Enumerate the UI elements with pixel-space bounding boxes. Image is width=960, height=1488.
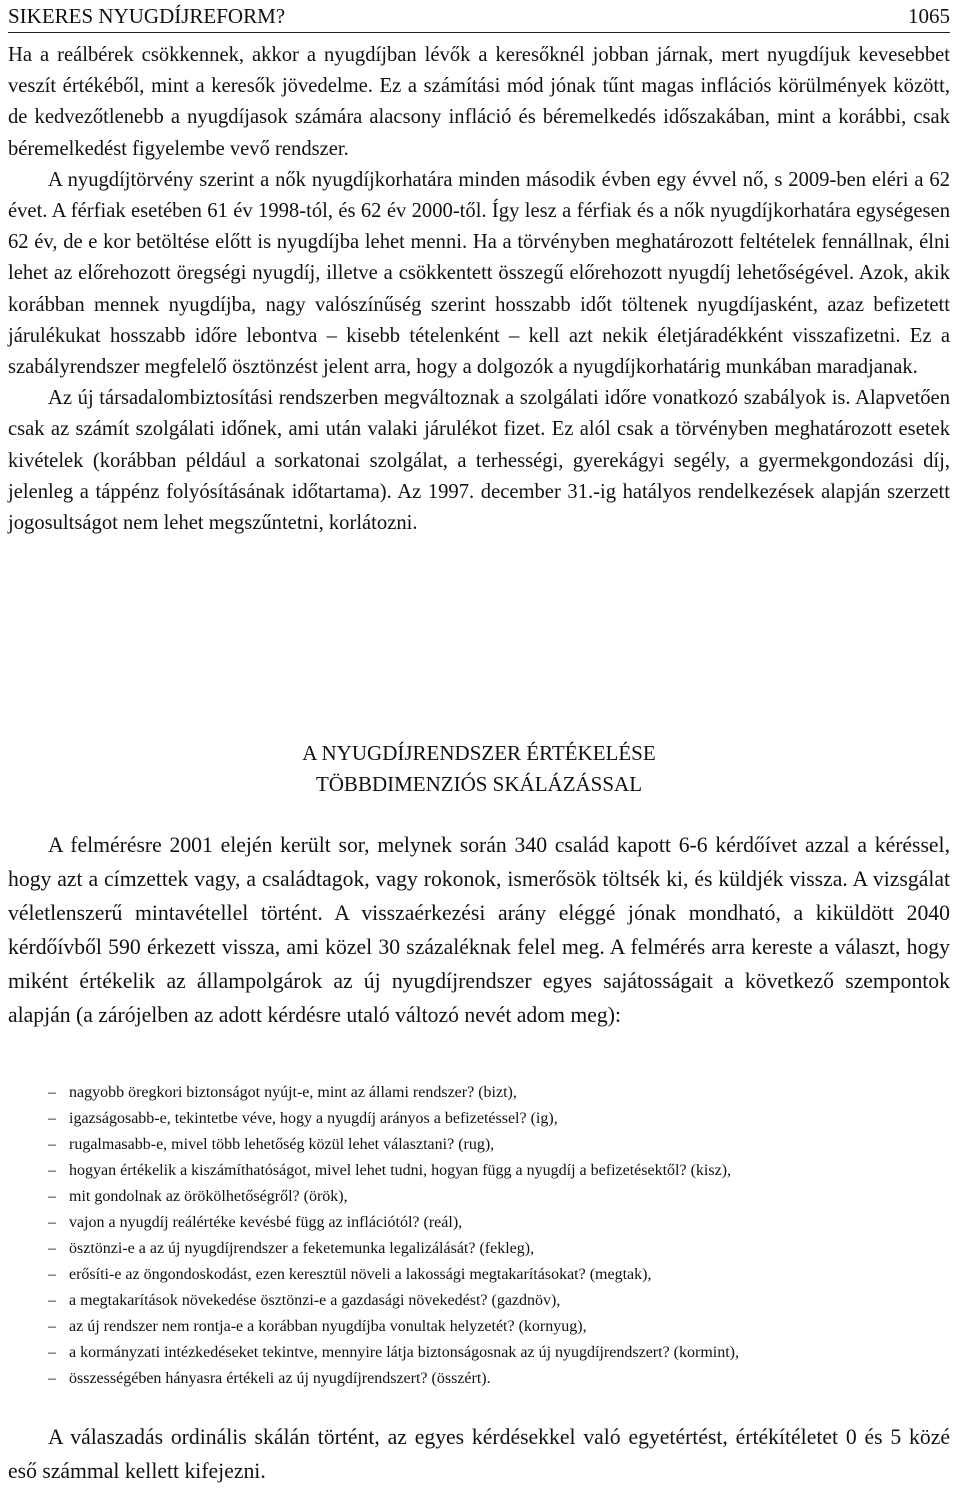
document-page xyxy=(8,0,950,1483)
list-item-text: vajon a nyugdíj reálértéke kevésbé függ az inflációtól? (reál), xyxy=(69,1214,463,1231)
dash-bullet: – xyxy=(48,1214,56,1231)
list-item xyxy=(48,1236,950,1262)
list-item xyxy=(48,1132,950,1158)
intro-text xyxy=(8,40,950,539)
paragraph: A válaszadás ordinális skálán történt, az egyes kérdésekkel való egyetértést, értékítéletet 0 és 5 közé eső számmal kellett kifejezni. xyxy=(8,1425,950,1483)
section-heading-line: TÖBBDIMENZIÓS SKÁLÁZÁSSAL xyxy=(315,772,643,796)
list-item-text: a megtakarítások növekedése ösztönzi-e a gazdasági növekedést? (gazdnöv), xyxy=(69,1292,561,1309)
list-item xyxy=(48,1340,950,1366)
list-item xyxy=(48,1184,950,1210)
list-item xyxy=(48,1106,950,1132)
dash-bullet: – xyxy=(48,1318,56,1335)
section-heading-line: A NYUGDÍJRENDSZER ÉRTÉKELÉSE xyxy=(302,741,656,765)
criteria-list xyxy=(48,1080,950,1392)
dash-bullet: – xyxy=(48,1344,56,1361)
list-item-text: rugalmasabb-e, mivel több lehetőség közül lehet választani? (rug), xyxy=(69,1136,495,1153)
dash-bullet: – xyxy=(48,1370,56,1387)
list-item xyxy=(48,1080,950,1106)
paragraph: Ha a reálbérek csökkennek, akkor a nyugdíjban lévők a keresőknél jobban járnak, mert nyugdíjuk kevesebbet veszít értékéből, mint a keresők jövedelme. Ez a számítási mód jónak tűnt magas inflációs körülmények között, de kedvezőtlenebb a nyugdíjasok számára alacsony infláció és béremelkedés időszakában, mint a korábbi, csak béremelkedést figyelembe vevő rendszer. xyxy=(8,44,950,160)
list-item-text: a kormányzati intézkedéseket tekintve, mennyire látja biztonságosnak az új nyugdíjrendszert? (kormint), xyxy=(69,1344,739,1361)
dash-bullet: – xyxy=(48,1162,56,1179)
list-item xyxy=(48,1262,950,1288)
list-item xyxy=(48,1288,950,1314)
dash-bullet: – xyxy=(48,1292,56,1309)
list-item-text: igazságosabb-e, tekintetbe véve, hogy a nyugdíj arányos a befizetéssel? (ig), xyxy=(69,1110,558,1127)
section-heading xyxy=(8,738,950,800)
section-text xyxy=(8,828,950,1032)
list-item xyxy=(48,1314,950,1340)
dash-bullet: – xyxy=(48,1188,56,1205)
dash-bullet: – xyxy=(48,1240,56,1257)
list-item-text: összességében hányasra értékeli az új nyugdíjrendszert? (összért). xyxy=(69,1370,491,1387)
running-header xyxy=(8,0,950,33)
list-item-text: az új rendszer nem rontja-e a korábban nyugdíjba vonultak helyzetét? (kornyug), xyxy=(69,1318,587,1335)
paragraph: Az új társadalombiztosítási rendszerben megváltoznak a szolgálati időre vonatkozó szabályok is. Alapvetően csak az számít szolgálati időnek, ami után valaki járulékot fizet. Ez alól csak a törvényben meghatározott esetek kivételek (korábban például a sorkatonai szolgálat, a terhességi, gyerekágyi segély, a gyermekgondozási díj, jelenleg a táppénz folyósításának időtartama). Az 1997. december 31.-ig hatályos rendelkezések alapján szerzett jogosultságot nem lehet megszűntetni, korlátozni. xyxy=(8,387,950,535)
list-item-text: ösztönzi-e a az új nyugdíjrendszer a feketemunka legalizálását? (fekleg), xyxy=(69,1240,535,1257)
list-item xyxy=(48,1210,950,1236)
running-title: SIKERES NYUGDÍJREFORM? xyxy=(8,4,286,28)
list-item xyxy=(48,1366,950,1392)
paragraph: A felmérésre 2001 elején került sor, melynek során 340 család kapott 6-6 kérdőívet azzal a kéréssel, hogy azt a címzettek vagy, a családtagok, vagy rokonok, ismerősök töltsék ki, és küldjék vissza. A vizsgálat véletlenszerű mintavétellel történt. A visszaérkezési arány eléggé jónak mondható, a kiküldött 2040 kérdőívből 590 érkezett vissza, ami közel 30 százaléknak felel meg. A felmérés arra kereste a választ, hogy miként értékelik az állampolgárok az új nyugdíjrendszer egyes sajátosságait a következő szempontok alapján (a zárójelben az adott kérdésre utaló változó nevét adom meg): xyxy=(8,833,950,1027)
dash-bullet: – xyxy=(48,1110,56,1127)
list-item-text: mit gondolnak az örökölhetőségről? (örök), xyxy=(69,1188,348,1205)
dash-bullet: – xyxy=(48,1136,56,1153)
list-item-text: hogyan értékelik a kiszámíthatóságot, mivel lehet tudni, hogyan függ a nyugdíj a befizetésektől? (kisz), xyxy=(69,1162,732,1179)
dash-bullet: – xyxy=(48,1266,56,1283)
closing-text xyxy=(8,1420,950,1488)
dash-bullet: – xyxy=(48,1084,56,1101)
list-item-text: nagyobb öregkori biztonságot nyújt-e, mint az állami rendszer? (bizt), xyxy=(69,1084,517,1101)
page-number: 1065 xyxy=(908,4,950,28)
list-item xyxy=(48,1158,950,1184)
paragraph: A nyugdíjtörvény szerint a nők nyugdíjkorhatára minden második évben egy évvel nő, s 2009-ben eléri a 62 évet. A férfiak esetében 61 év 1998-tól, és 62 év 2000-től. Így lesz a férfiak és a nők nyugdíjkorhatára egységesen 62 év, de e kor betöltése előtt is nyugdíjba lehet menni. Ha a törvényben meghatározott feltételek fennállnak, élni lehet az előrehozott öregségi nyugdíj, illetve a csökkentett összegű előrehozott nyugdíj lehetőségével. Azok, akik korábban mennek nyugdíjba, nagy valószínűség szerint hosszabb időt töltenek nyugdíjasként, azaz befizetett járulékukat hosszabb időre lebontva – kisebb tételenként – kell azt nekik életjáradékként visszafizetni. Ez a szabályrendszer megfelelő ösztönzést jelent arra, hogy a dolgozók a nyugdíjkorhatárig munkában maradjanak. xyxy=(8,168,950,379)
list-item-text: erősíti-e az öngondoskodást, ezen keresztül növeli a lakossági megtakarításokat? (megtak), xyxy=(69,1266,652,1283)
